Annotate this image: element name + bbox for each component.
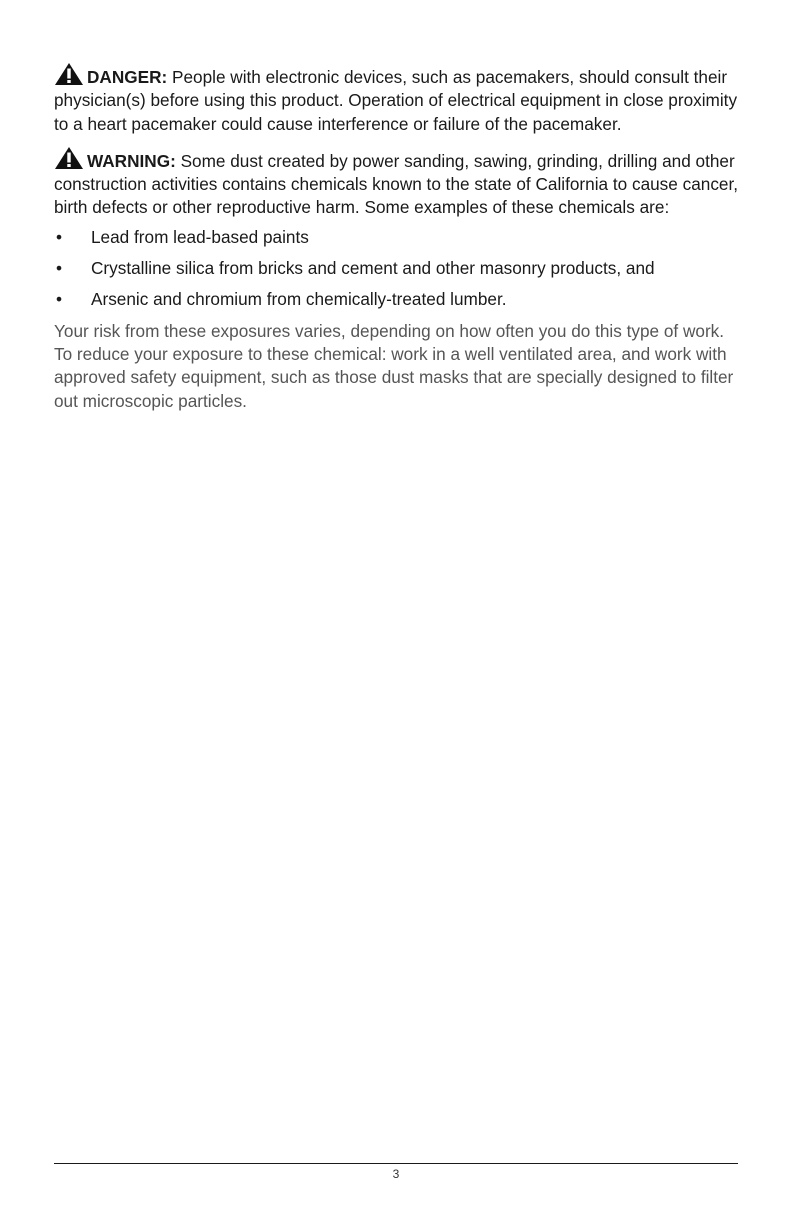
- list-item-text: Lead from lead-based paints: [91, 226, 309, 247]
- list-item-text: Crystalline silica from bricks and cement and other masonry products, and: [91, 258, 655, 279]
- danger-notice: [54, 62, 744, 136]
- warning-notice: [54, 146, 744, 312]
- list-item: [54, 257, 744, 280]
- danger-label: DANGER:: [87, 67, 168, 87]
- warning-text: Some dust created by power sanding, sawing, grinding, drilling and other construction activities contains chemicals known to the state of California to cause cancer, birth defects or other reproductive harm. Some examples of these chemicals are:: [54, 150, 739, 218]
- warning-label: WARNING:: [87, 150, 176, 171]
- footer-divider: [54, 1163, 738, 1164]
- page-number: 3: [392, 1167, 400, 1181]
- warning-triangle-icon: [54, 146, 84, 170]
- chemical-list: [54, 226, 744, 312]
- bullet-icon: •: [56, 258, 63, 279]
- list-item-text: Arsenic and chromium from chemically-treated lumber.: [91, 289, 507, 310]
- list-item: [54, 288, 744, 311]
- warning-triangle-icon: [54, 62, 84, 86]
- bullet-icon: •: [56, 226, 63, 247]
- danger-text: People with electronic devices, such as pacemakers, should consult their physician(s) before using this product. Operation of electrical equipment in close proximity to a heart pacemaker could cause interference or failure of the pacemaker.: [54, 67, 738, 134]
- page-content: [54, 62, 744, 413]
- bullet-icon: •: [56, 289, 63, 310]
- risk-paragraph: Your risk from these exposures varies, depending on how often you do this type of work. To reduce your exposure to these chemical: work in a well ventilated area, and work with approved safety equipment, such as those dust masks that are specially designed to filter out microscopic particles.: [54, 320, 734, 411]
- warning-paragraph: [54, 146, 744, 220]
- list-item: [54, 226, 744, 249]
